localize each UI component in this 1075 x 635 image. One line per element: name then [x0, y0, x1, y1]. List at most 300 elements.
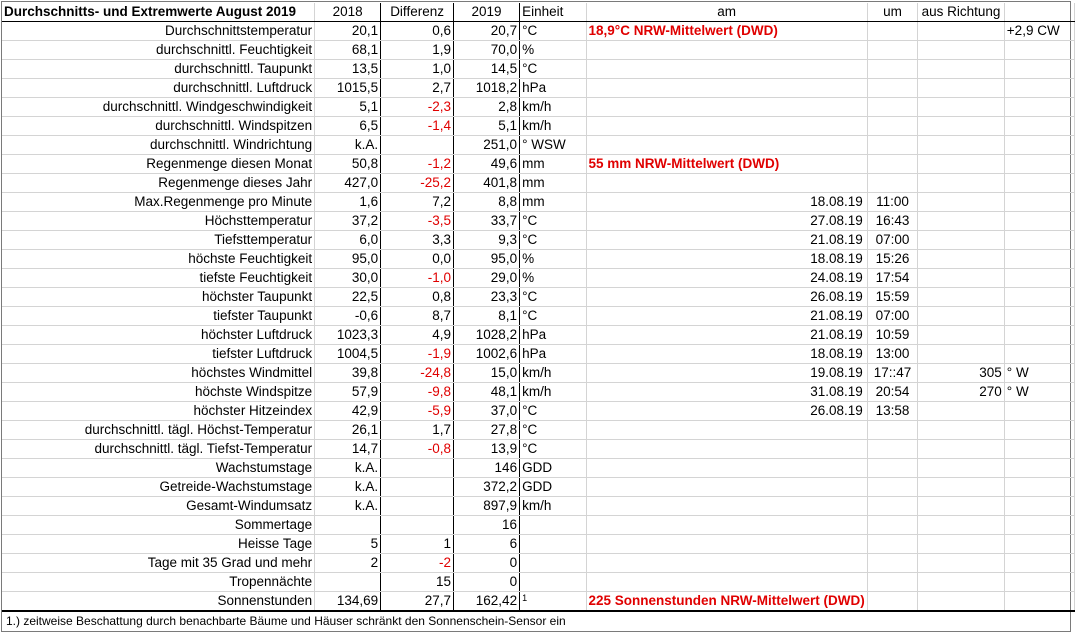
value-extra — [1004, 592, 1074, 612]
value-direction — [918, 535, 1005, 554]
row-label: Tropennächte — [2, 573, 315, 592]
value-extra — [1004, 174, 1074, 193]
col-header-dir: aus Richtung — [918, 3, 1005, 22]
value-time: 07:00 — [867, 231, 917, 250]
value-note: 55 mm NRW-Mittelwert (DWD) — [586, 155, 867, 174]
value-time: 07:00 — [867, 307, 917, 326]
value-note — [586, 60, 867, 79]
value-unit: ° WSW — [520, 136, 586, 155]
value-extra: ° W — [1004, 364, 1074, 383]
value-diff: 0,6 — [381, 22, 454, 41]
value-note — [586, 41, 867, 60]
table-row — [2, 497, 1075, 516]
value-2018: 20,1 — [315, 22, 381, 41]
value-extra — [1004, 79, 1074, 98]
value-time — [867, 41, 917, 60]
value-2019: 95,0 — [454, 250, 520, 269]
value-time — [867, 440, 917, 459]
table-row — [2, 478, 1075, 497]
value-diff: -1,4 — [381, 117, 454, 136]
value-2019: 27,8 — [454, 421, 520, 440]
value-time — [867, 573, 917, 592]
table-row — [2, 383, 1075, 402]
value-time — [867, 516, 917, 535]
value-extra — [1004, 440, 1074, 459]
table-row — [2, 307, 1075, 326]
row-label: durchschnittl. Feuchtigkeit — [2, 41, 315, 60]
value-extra — [1004, 535, 1074, 554]
value-2018: 1023,3 — [315, 326, 381, 345]
table-row — [2, 326, 1075, 345]
value-2018: 6,0 — [315, 231, 381, 250]
value-diff: 15 — [381, 573, 454, 592]
value-unit: °C — [520, 440, 586, 459]
value-diff — [381, 459, 454, 478]
value-direction — [918, 402, 1005, 421]
table-row — [2, 250, 1075, 269]
value-2019: 146 — [454, 459, 520, 478]
value-2018 — [315, 573, 381, 592]
row-label: höchste Feuchtigkeit — [2, 250, 315, 269]
row-label: höchster Hitzeindex — [2, 402, 315, 421]
value-time — [867, 136, 917, 155]
value-2019: 33,7 — [454, 212, 520, 231]
value-diff: 1,0 — [381, 60, 454, 79]
table-row — [2, 516, 1075, 535]
value-time: 13:58 — [867, 402, 917, 421]
value-unit: km/h — [520, 117, 586, 136]
row-label: durchschnittl. tägl. Höchst-Temperatur — [2, 421, 315, 440]
value-diff: 1 — [381, 535, 454, 554]
value-time: 17::47 — [867, 364, 917, 383]
row-label: Max.Regenmenge pro Minute — [2, 193, 315, 212]
table-row — [2, 345, 1075, 364]
value-extra — [1004, 231, 1074, 250]
value-direction — [918, 497, 1005, 516]
value-2019: 897,9 — [454, 497, 520, 516]
value-time — [867, 98, 917, 117]
value-direction — [918, 41, 1005, 60]
value-date: 21.08.19 — [586, 307, 867, 326]
value-note — [586, 554, 867, 573]
value-2018: 22,5 — [315, 288, 381, 307]
value-direction — [918, 60, 1005, 79]
value-unit: GDD — [520, 459, 586, 478]
value-direction — [918, 478, 1005, 497]
row-label: tiefster Luftdruck — [2, 345, 315, 364]
table-row — [2, 459, 1075, 478]
value-2018 — [315, 516, 381, 535]
value-extra — [1004, 41, 1074, 60]
value-direction — [918, 307, 1005, 326]
value-unit: 1 — [520, 592, 586, 612]
value-unit: °C — [520, 402, 586, 421]
value-extra — [1004, 402, 1074, 421]
row-label: durchschnittl. Windrichtung — [2, 136, 315, 155]
value-note — [586, 136, 867, 155]
value-2018: 134,69 — [315, 592, 381, 612]
table-row — [2, 41, 1075, 60]
value-2019: 29,0 — [454, 269, 520, 288]
value-diff: 3,3 — [381, 231, 454, 250]
value-time: 10:59 — [867, 326, 917, 345]
value-note — [586, 573, 867, 592]
value-diff — [381, 136, 454, 155]
table-row — [2, 60, 1075, 79]
value-diff: 27,7 — [381, 592, 454, 612]
value-unit: % — [520, 41, 586, 60]
value-diff: 0,0 — [381, 250, 454, 269]
value-2019: 49,6 — [454, 155, 520, 174]
table-row — [2, 193, 1075, 212]
value-time: 17:54 — [867, 269, 917, 288]
row-label: Sommertage — [2, 516, 315, 535]
value-time — [867, 79, 917, 98]
row-label: Regenmenge dieses Jahr — [2, 174, 315, 193]
value-2019: 5,1 — [454, 117, 520, 136]
col-header-extra — [1004, 3, 1074, 22]
value-unit: °C — [520, 60, 586, 79]
row-label: höchstes Windmittel — [2, 364, 315, 383]
value-time — [867, 174, 917, 193]
value-diff: 7,2 — [381, 193, 454, 212]
value-diff: 1,7 — [381, 421, 454, 440]
value-2019: 14,5 — [454, 60, 520, 79]
value-extra: ° W — [1004, 383, 1074, 402]
row-label: höchster Luftdruck — [2, 326, 315, 345]
value-2018: k.A. — [315, 136, 381, 155]
row-label: tiefster Taupunkt — [2, 307, 315, 326]
value-unit: °C — [520, 231, 586, 250]
row-label: Tiefsttemperatur — [2, 231, 315, 250]
value-diff: -1,0 — [381, 269, 454, 288]
value-diff: -24,8 — [381, 364, 454, 383]
value-2018: k.A. — [315, 459, 381, 478]
value-time — [867, 459, 917, 478]
value-2018: 26,1 — [315, 421, 381, 440]
row-label: höchste Windspitze — [2, 383, 315, 402]
value-2018: k.A. — [315, 478, 381, 497]
row-label: Regenmenge diesen Monat — [2, 155, 315, 174]
value-unit: hPa — [520, 79, 586, 98]
value-diff: -3,5 — [381, 212, 454, 231]
value-extra — [1004, 421, 1074, 440]
table-row — [2, 592, 1075, 612]
value-diff: -5,9 — [381, 402, 454, 421]
value-diff: -2 — [381, 554, 454, 573]
value-diff: -2,3 — [381, 98, 454, 117]
weather-stats-table — [2, 3, 1075, 612]
value-extra — [1004, 136, 1074, 155]
table-row — [2, 117, 1075, 136]
col-header-am: am — [586, 3, 867, 22]
value-note — [586, 459, 867, 478]
value-time — [867, 554, 917, 573]
table-row — [2, 269, 1075, 288]
table-row — [2, 98, 1075, 117]
value-direction — [918, 193, 1005, 212]
value-date: 21.08.19 — [586, 326, 867, 345]
row-label: höchster Taupunkt — [2, 288, 315, 307]
col-header-um: um — [867, 3, 917, 22]
value-2019: 15,0 — [454, 364, 520, 383]
value-2019: 401,8 — [454, 174, 520, 193]
table-row — [2, 440, 1075, 459]
value-2018: 39,8 — [315, 364, 381, 383]
row-label: durchschnittl. Windgeschwindigkeit — [2, 98, 315, 117]
row-label: Tage mit 35 Grad und mehr — [2, 554, 315, 573]
value-unit: mm — [520, 174, 586, 193]
value-2019: 23,3 — [454, 288, 520, 307]
value-diff: -9,8 — [381, 383, 454, 402]
value-unit — [520, 516, 586, 535]
row-label: Wachstumstage — [2, 459, 315, 478]
value-2019: 6 — [454, 535, 520, 554]
value-direction — [918, 250, 1005, 269]
value-time — [867, 535, 917, 554]
row-label: Gesamt-Windumsatz — [2, 497, 315, 516]
value-direction — [918, 79, 1005, 98]
value-unit: km/h — [520, 364, 586, 383]
table-row — [2, 174, 1075, 193]
value-extra — [1004, 459, 1074, 478]
value-2019: 1028,2 — [454, 326, 520, 345]
value-2019: 8,1 — [454, 307, 520, 326]
row-label: durchschnittl. Taupunkt — [2, 60, 315, 79]
row-label: durchschnittl. tägl. Tiefst-Temperatur — [2, 440, 315, 459]
value-diff — [381, 516, 454, 535]
value-2018: 68,1 — [315, 41, 381, 60]
value-time — [867, 60, 917, 79]
value-time: 16:43 — [867, 212, 917, 231]
value-direction — [918, 288, 1005, 307]
value-2018: 1,6 — [315, 193, 381, 212]
value-extra — [1004, 478, 1074, 497]
table-row — [2, 288, 1075, 307]
row-label: durchschnittl. Windspitzen — [2, 117, 315, 136]
value-unit: km/h — [520, 98, 586, 117]
value-time — [867, 421, 917, 440]
value-2019: 2,8 — [454, 98, 520, 117]
value-direction — [918, 136, 1005, 155]
value-unit — [520, 554, 586, 573]
value-diff: -1,2 — [381, 155, 454, 174]
value-unit: % — [520, 250, 586, 269]
value-direction — [918, 459, 1005, 478]
value-unit: °C — [520, 22, 586, 41]
value-date: 18.08.19 — [586, 250, 867, 269]
value-extra — [1004, 117, 1074, 136]
value-note — [586, 478, 867, 497]
value-extra — [1004, 155, 1074, 174]
col-header-diff: Differenz — [381, 3, 454, 22]
value-note — [586, 516, 867, 535]
value-diff: -0,8 — [381, 440, 454, 459]
value-unit: km/h — [520, 383, 586, 402]
value-date: 19.08.19 — [586, 364, 867, 383]
value-extra — [1004, 288, 1074, 307]
value-2018: 2 — [315, 554, 381, 573]
value-note — [586, 117, 867, 136]
row-label: Getreide-Wachstumstage — [2, 478, 315, 497]
value-2018: 30,0 — [315, 269, 381, 288]
value-direction — [918, 22, 1005, 41]
value-time — [867, 155, 917, 174]
value-note — [586, 497, 867, 516]
value-unit: °C — [520, 212, 586, 231]
value-direction: 270 — [918, 383, 1005, 402]
table-row — [2, 535, 1075, 554]
value-unit: GDD — [520, 478, 586, 497]
value-2019: 8,8 — [454, 193, 520, 212]
value-time: 20:54 — [867, 383, 917, 402]
value-diff: 1,9 — [381, 41, 454, 60]
value-2019: 37,0 — [454, 402, 520, 421]
value-unit: °C — [520, 307, 586, 326]
value-direction — [918, 573, 1005, 592]
value-2019: 0 — [454, 554, 520, 573]
value-direction — [918, 592, 1005, 612]
value-extra — [1004, 497, 1074, 516]
value-direction — [918, 554, 1005, 573]
value-diff: -25,2 — [381, 174, 454, 193]
value-time: 15:26 — [867, 250, 917, 269]
value-2019: 13,9 — [454, 440, 520, 459]
table-row — [2, 402, 1075, 421]
row-label: durchschnittl. Luftdruck — [2, 79, 315, 98]
table-row — [2, 573, 1075, 592]
value-time — [867, 478, 917, 497]
value-note: 18,9°C NRW-Mittelwert (DWD) — [586, 22, 867, 41]
value-2018: 427,0 — [315, 174, 381, 193]
value-2019: 162,42 — [454, 592, 520, 612]
value-unit: °C — [520, 421, 586, 440]
value-2018: 95,0 — [315, 250, 381, 269]
value-direction — [918, 212, 1005, 231]
value-diff: 4,9 — [381, 326, 454, 345]
row-label: Durchschnittstemperatur — [2, 22, 315, 41]
value-2019: 9,3 — [454, 231, 520, 250]
value-2019: 372,2 — [454, 478, 520, 497]
value-direction — [918, 155, 1005, 174]
value-2018: 37,2 — [315, 212, 381, 231]
value-extra — [1004, 269, 1074, 288]
value-time — [867, 592, 917, 612]
value-2019: 1002,6 — [454, 345, 520, 364]
value-date: 31.08.19 — [586, 383, 867, 402]
col-header-2019: 2019 — [454, 3, 520, 22]
value-diff: 2,7 — [381, 79, 454, 98]
value-2018: 6,5 — [315, 117, 381, 136]
table-row — [2, 554, 1075, 573]
value-2018: 42,9 — [315, 402, 381, 421]
value-note — [586, 79, 867, 98]
value-direction — [918, 117, 1005, 136]
value-date: 18.08.19 — [586, 193, 867, 212]
value-extra — [1004, 250, 1074, 269]
value-direction — [918, 516, 1005, 535]
header-row — [2, 3, 1075, 22]
value-time: 11:00 — [867, 193, 917, 212]
row-label: Höchsttemperatur — [2, 212, 315, 231]
value-note — [586, 98, 867, 117]
value-2018: 1015,5 — [315, 79, 381, 98]
value-extra — [1004, 98, 1074, 117]
col-header-unit: Einheit — [520, 3, 586, 22]
value-note — [586, 421, 867, 440]
value-direction — [918, 174, 1005, 193]
value-direction — [918, 440, 1005, 459]
table-row — [2, 212, 1075, 231]
value-unit: hPa — [520, 326, 586, 345]
value-time — [867, 497, 917, 516]
value-extra — [1004, 212, 1074, 231]
col-header-2018: 2018 — [315, 3, 381, 22]
value-note: 225 Sonnenstunden NRW-Mittelwert (DWD) — [586, 592, 867, 612]
row-label: Heisse Tage — [2, 535, 315, 554]
value-2019: 16 — [454, 516, 520, 535]
value-date: 21.08.19 — [586, 231, 867, 250]
value-2018: k.A. — [315, 497, 381, 516]
row-label: tiefste Feuchtigkeit — [2, 269, 315, 288]
value-extra — [1004, 326, 1074, 345]
value-date: 18.08.19 — [586, 345, 867, 364]
table-row — [2, 364, 1075, 383]
value-extra — [1004, 554, 1074, 573]
value-extra — [1004, 516, 1074, 535]
value-unit: hPa — [520, 345, 586, 364]
value-2018: 50,8 — [315, 155, 381, 174]
value-direction — [918, 269, 1005, 288]
sheet-title: Durchschnitts- und Extremwerte August 2019 — [2, 3, 315, 22]
value-date: 26.08.19 — [586, 288, 867, 307]
value-2018: 1004,5 — [315, 345, 381, 364]
value-unit — [520, 535, 586, 554]
value-2019: 251,0 — [454, 136, 520, 155]
value-extra — [1004, 307, 1074, 326]
footnote: 1.) zeitweise Beschattung durch benachbarte Bäume und Häuser schränkt den Sonnenschein-Sensor ein — [6, 614, 566, 628]
value-2018: 5,1 — [315, 98, 381, 117]
value-unit: % — [520, 269, 586, 288]
table-row — [2, 231, 1075, 250]
value-direction — [918, 231, 1005, 250]
value-date: 26.08.19 — [586, 402, 867, 421]
value-2019: 48,1 — [454, 383, 520, 402]
value-2018: 57,9 — [315, 383, 381, 402]
value-diff — [381, 478, 454, 497]
value-time: 13:00 — [867, 345, 917, 364]
value-date: 24.08.19 — [586, 269, 867, 288]
value-diff — [381, 497, 454, 516]
value-2019: 1018,2 — [454, 79, 520, 98]
value-unit: km/h — [520, 497, 586, 516]
value-note — [586, 174, 867, 193]
value-diff: 0,8 — [381, 288, 454, 307]
value-extra — [1004, 60, 1074, 79]
value-2019: 20,7 — [454, 22, 520, 41]
value-diff: -1,9 — [381, 345, 454, 364]
table-row — [2, 155, 1075, 174]
value-direction: 305 — [918, 364, 1005, 383]
value-2018: 5 — [315, 535, 381, 554]
value-time — [867, 117, 917, 136]
value-note — [586, 535, 867, 554]
value-unit: mm — [520, 155, 586, 174]
table-row — [2, 79, 1075, 98]
value-2018: 14,7 — [315, 440, 381, 459]
value-direction — [918, 326, 1005, 345]
value-extra: +2,9 CW — [1004, 22, 1074, 41]
